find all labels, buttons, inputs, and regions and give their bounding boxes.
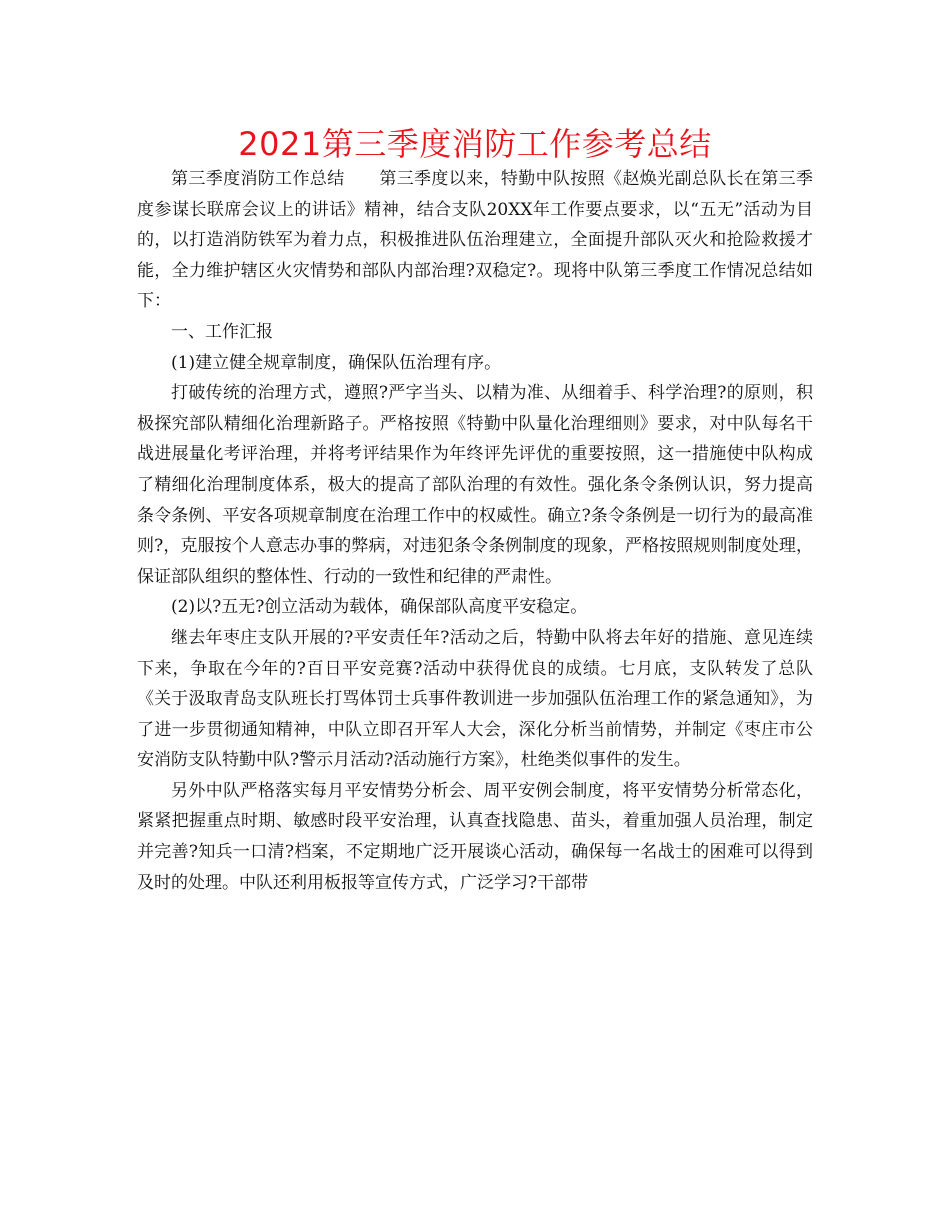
paragraph-safety-analysis: 另外中队严格落实每月平安情势分析会、周平安例会制度，将平安情势分析常态化，紧紧把握重点时期、敏感时段平安治理，认真查找隐患、苗头，着重加强人员治理，制定并完善?知兵一口清?档案，不定期地广泛开展谈心活动，确保每一名战士的困难可以得到及时的处理。中队还利用板报等宣传方式，广泛学习?干部带 [137, 780, 813, 893]
paragraph-intro: 第三季度消防工作总结 第三季度以来，特勤中队按照《赵焕光副总队长在第三季度参谋长联席会议上的讲话》精神，结合支队20XX年工作要点要求，以“五无”活动为目的，以打造消防铁军为着力点，积极推进队伍治理建立，全面提升部队灭火和抢险救援才能，全力维护辖区火灾情势和部队内部治理?双稳定?。现将中队第三季度工作情况总结如下： [137, 169, 813, 312]
section-heading-work-report: 一、工作汇报 [171, 321, 273, 342]
document-title: 2021第三季度消防工作参考总结 [238, 125, 712, 163]
subheading-five-nos: (2)以?五无?创立活动为载体，确保部队高度平安稳定。 [171, 597, 588, 618]
paragraph-rules-system: 打破传统的治理方式，遵照?严字当头、以精为准、从细着手、科学治理?的原则，积极探究部队精细化治理新路子。严格按照《特勤中队量化治理细则》要求，对中队每名干战进展量化考评治理，并将考评结果作为年终评先评优的重要按照，这一措施使中队构成了精细化治理制度体系，极大的提高了部队治理的有效性。强化条令条例认识，努力提高条令条例、平安各项规章制度在治理工作中的权威性。确立?条令条例是一切行为的最高准则?，克服按个人意志办事的弊病，对违犯条令条例制度的现象，严格按照规则制度处理，保证部队组织的整体性、行动的一致性和纪律的严肃性。 [137, 383, 813, 587]
paragraph-safety-activity: 继去年枣庄支队开展的?平安责任年?活动之后，特勤中队将去年好的措施、意见连续下来，争取在今年的?百日平安竞赛?活动中获得优良的成绩。七月底，支队转发了总队《关于汲取青岛支队班长打骂体罚士兵事件教训进一步加强队伍治理工作的紧急通知》，为了进一步贯彻通知精神，中队立即召开军人大会，深化分析当前情势，并制定《枣庄市公安消防支队特勤中队?警示月活动?活动施行方案》，杜绝类似事件的发生。 [137, 627, 813, 771]
subheading-rules-system: (1)建立健全规章制度，确保队伍治理有序。 [171, 352, 502, 373]
document-body [137, 164, 813, 898]
